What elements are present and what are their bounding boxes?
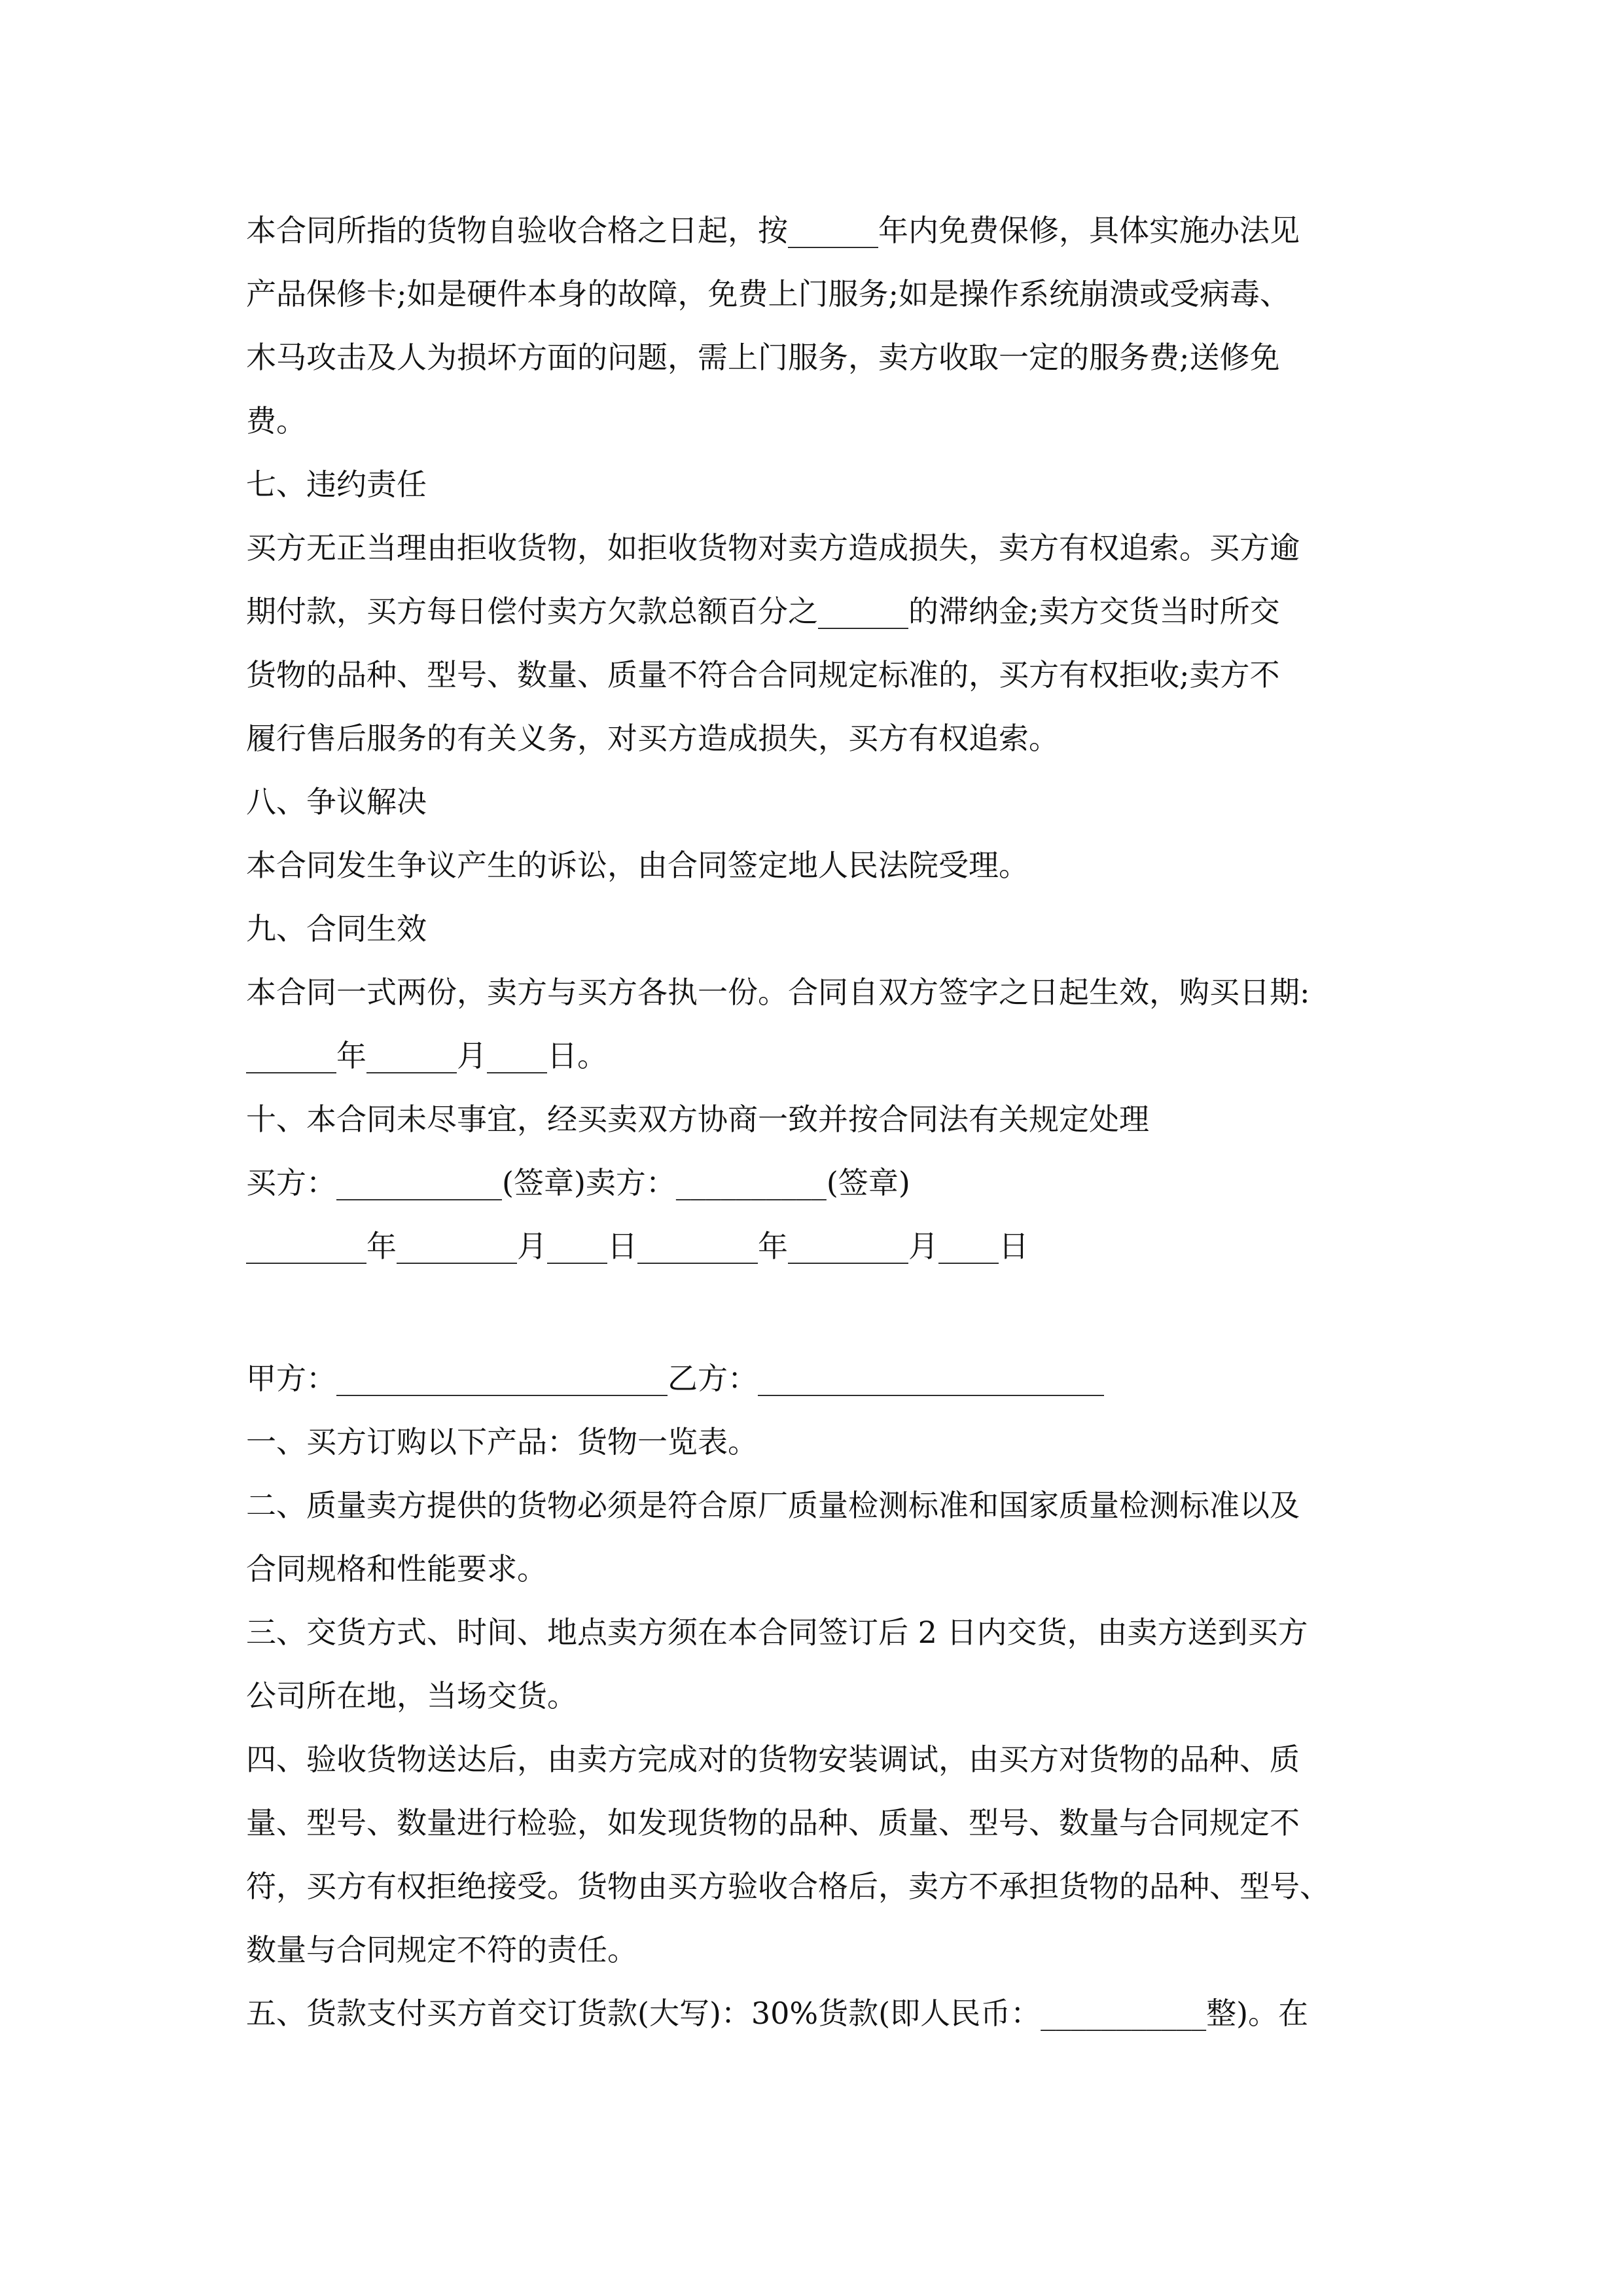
liability-line-4: 履行售后服务的有关义务，对买方造成损失，买方有权追索。 bbox=[246, 721, 1059, 756]
effect-line-1: 本合同一式两份，卖方与买方各执一份。合同自双方签字之日起生效，购买日期: bbox=[246, 975, 1310, 1010]
section-10-line: 十、本合同未尽事宜，经买卖双方协商一致并按合同法有关规定处理 bbox=[246, 1102, 1149, 1137]
clause-4-line-3: 符，买方有权拒绝接受。货物由买方验收合格后，卖方不承担货物的品种、型号、 bbox=[246, 1869, 1330, 1904]
signature-line: 买方：___________(签章)卖方：__________(签章) bbox=[246, 1165, 910, 1200]
warranty-line-3: 木马攻击及人为损坏方面的问题，需上门服务，卖方收取一定的服务费;送修免 bbox=[246, 340, 1280, 375]
section-9-heading: 九、合同生效 bbox=[246, 911, 427, 946]
liability-line-2: 期付款，买方每日偿付卖方欠款总额百分之______的滞纳金;卖方交货当时所交 bbox=[246, 594, 1280, 629]
liability-line-1: 买方无正当理由拒收货物，如拒收货物对卖方造成损失，卖方有权追索。买方逾 bbox=[246, 530, 1300, 565]
clause-3-line-1: 三、交货方式、时间、地点卖方须在本合同签订后 2 日内交货，由卖方送到买方 bbox=[246, 1615, 1308, 1650]
section-7-heading: 七、违约责任 bbox=[246, 467, 427, 502]
clause-4-line-4: 数量与合同规定不符的责任。 bbox=[246, 1932, 637, 1967]
warranty-line-1: 本合同所指的货物自验收合格之日起，按______年内免费保修，具体实施办法见 bbox=[246, 213, 1300, 248]
dispute-line: 本合同发生争议产生的诉讼，由合同签定地人民法院受理。 bbox=[246, 848, 1029, 883]
clause-5-line-1: 五、货款支付买方首交订货款(大写)：30%货款(即人民币：___________整)。在 bbox=[246, 1996, 1309, 2031]
clause-2-line-1: 二、质量卖方提供的货物必须是符合原厂质量检测标准和国家质量检测标准以及 bbox=[246, 1488, 1300, 1523]
signature-date-line: ________年________月____日________年________月____日 bbox=[246, 1229, 1029, 1264]
clause-1-line: 一、买方订购以下产品：货物一览表。 bbox=[246, 1424, 758, 1460]
clause-2-line-2: 合同规格和性能要求。 bbox=[246, 1551, 547, 1587]
clause-4-line-1: 四、验收货物送达后，由卖方完成对的货物安装调试，由买方对货物的品种、质 bbox=[246, 1742, 1300, 1777]
clause-4-line-2: 量、型号、数量进行检验，如发现货物的品种、质量、型号、数量与合同规定不 bbox=[246, 1805, 1300, 1840]
warranty-line-2: 产品保修卡;如是硬件本身的故障，免费上门服务;如是操作系统崩溃或受病毒、 bbox=[246, 276, 1290, 312]
warranty-line-4: 费。 bbox=[246, 403, 306, 439]
parties-line: 甲方：______________________乙方：_______________________ bbox=[246, 1361, 1104, 1396]
section-8-heading: 八、争议解决 bbox=[246, 784, 427, 819]
liability-line-3: 货物的品种、型号、数量、质量不符合合同规定标准的，买方有权拒收;卖方不 bbox=[246, 657, 1280, 692]
purchase-date-line: ______年______月____日。 bbox=[246, 1038, 607, 1073]
clause-3-line-2: 公司所在地，当场交货。 bbox=[246, 1678, 577, 1713]
